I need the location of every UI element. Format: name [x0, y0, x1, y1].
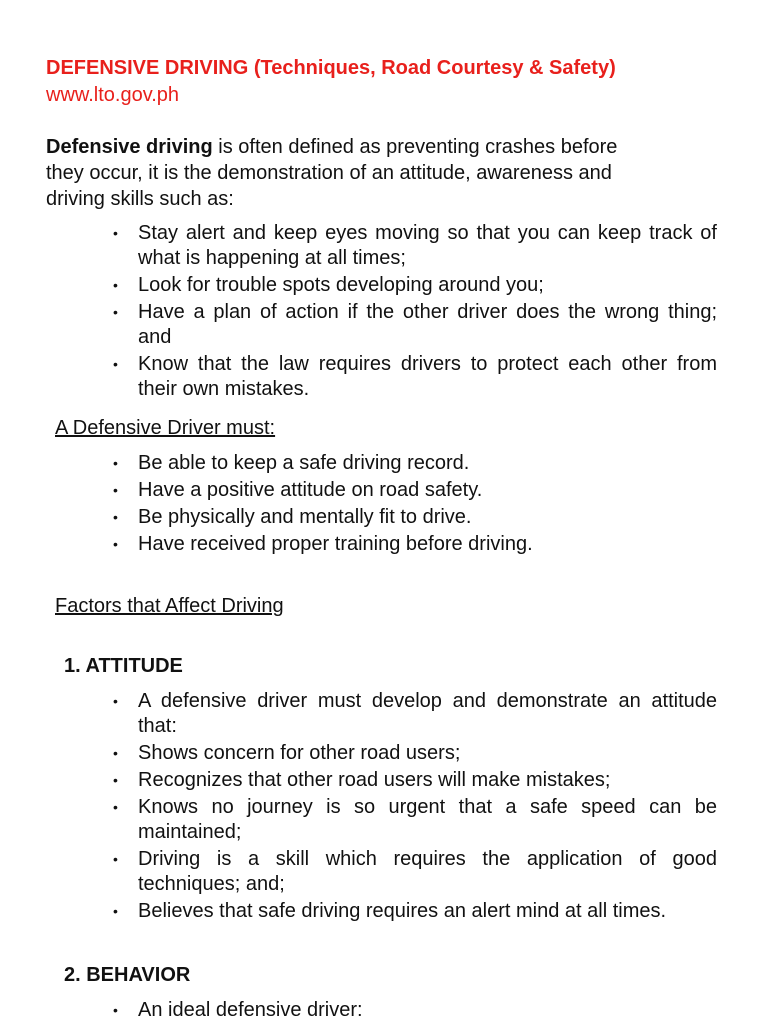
list-item: • Shows concern for other road users; — [113, 742, 461, 764]
list-item: • Know that the law requires drivers to protect each other from their own mistakes. — [113, 353, 717, 400]
list-item: • Be physically and mentally fit to drive. — [113, 506, 472, 528]
intro-line-1 — [46, 134, 746, 160]
document-title: DEFENSIVE DRIVING (Techniques, Road Courtesy & Safety) — [46, 57, 616, 79]
must-list — [0, 451, 717, 557]
bullet-icon: • — [113, 772, 118, 788]
behavior-list — [0, 998, 717, 1023]
attitude-heading: 1. ATTITUDE — [64, 655, 183, 677]
behavior-heading: 2. BEHAVIOR — [64, 964, 191, 986]
bullet-icon: • — [113, 455, 118, 471]
list-item: • A defensive driver must develop and demonstrate an attitude that: — [113, 690, 717, 737]
must-heading: A Defensive Driver must: — [55, 417, 276, 439]
list-item: • Be able to keep a safe driving record. — [113, 452, 470, 474]
source-url: www.lto.gov.ph — [46, 84, 180, 106]
intro-line-2: they occur, it is the demonstration of an attitude, awareness and — [46, 162, 612, 184]
list-item: • Driving is a skill which requires the application of good techniques; and; — [113, 848, 717, 895]
bullet-icon: • — [113, 799, 118, 815]
skills-list — [0, 221, 717, 402]
list-item: • Have a positive attitude on road safety. — [113, 479, 483, 501]
bullet-icon: • — [113, 304, 118, 320]
list-item: • Believes that safe driving requires an alert mind at all times. — [113, 900, 667, 922]
bullet-icon: • — [113, 509, 118, 525]
list-item: • Look for trouble spots developing around you; — [113, 274, 544, 296]
bullet-icon: • — [113, 903, 118, 919]
bullet-icon: • — [113, 745, 118, 761]
list-item: • Stay alert and keep eyes moving so that you can keep track of what is happening at all times; — [113, 222, 717, 269]
intro-line-1-rest: is often defined as preventing crashes before — [212, 136, 618, 158]
bullet-icon: • — [113, 482, 118, 498]
bullet-icon: • — [113, 693, 118, 709]
factors-heading: Factors that Affect Driving — [55, 595, 284, 617]
list-item: • Recognizes that other road users will make mistakes; — [113, 769, 611, 791]
intro-line-3: driving skills such as: — [46, 188, 234, 210]
list-item: • Knows no journey is so urgent that a safe speed can be maintained; — [113, 796, 717, 843]
bullet-icon: • — [113, 277, 118, 293]
bullet-icon: • — [113, 1002, 118, 1018]
bullet-icon: • — [113, 225, 118, 241]
bullet-icon: • — [113, 851, 118, 867]
list-item: • Have received proper training before driving. — [113, 533, 533, 555]
attitude-list — [0, 689, 717, 924]
bullet-icon: • — [113, 356, 118, 372]
list-item: • An ideal defensive driver: — [113, 999, 363, 1021]
bullet-icon: • — [113, 536, 118, 552]
intro-bold-term: Defensive driving — [46, 136, 213, 158]
list-item: • Have a plan of action if the other driver does the wrong thing; and — [113, 301, 717, 348]
intro-paragraph — [46, 134, 746, 212]
